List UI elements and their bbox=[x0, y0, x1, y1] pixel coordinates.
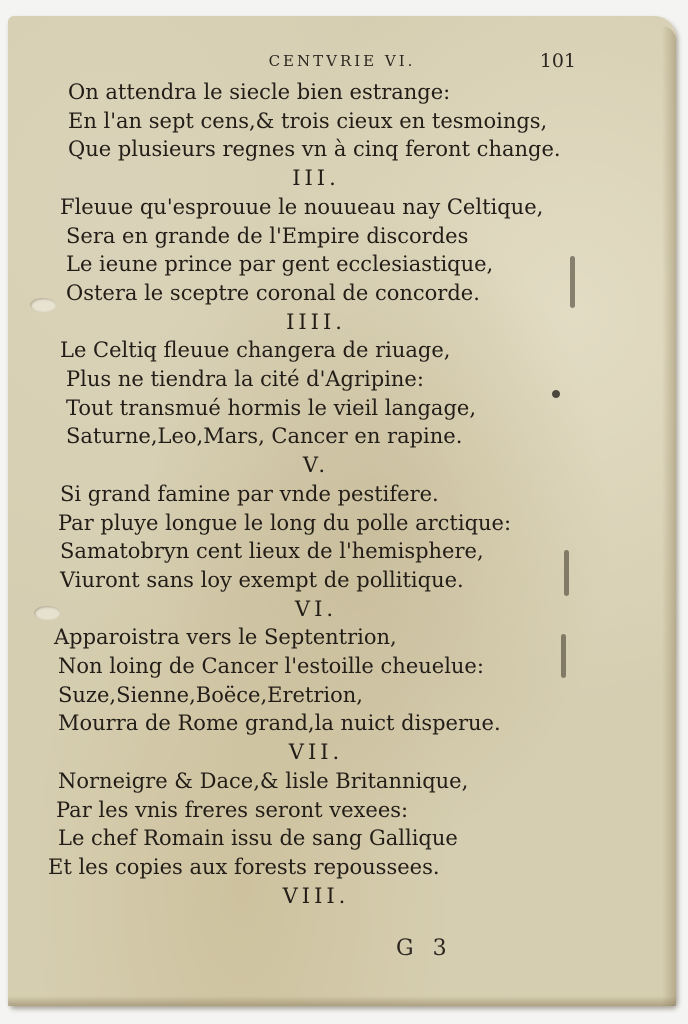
quatrain-number: V. bbox=[302, 453, 330, 478]
verse-line: Plus ne tiendra la cité d'Agripine: bbox=[66, 367, 424, 392]
verse-line: Fleuue qu'esprouue le nouueau nay Celtique, bbox=[60, 194, 544, 219]
verse-line: Ostera le sceptre coronal de concorde. bbox=[66, 280, 480, 305]
verse-line: En l'an sept cens,& trois cieux en tesmoings, bbox=[68, 108, 548, 133]
verse-line: Par les vnis freres seront vexees: bbox=[56, 797, 409, 822]
verse-line: Le Celtiq fleuue changera de riuage, bbox=[60, 338, 451, 363]
verse-line: Suze,Sienne,Boëce,Eretrion, bbox=[58, 682, 363, 707]
verse-line: On attendra le siecle bien estrange: bbox=[68, 80, 451, 104]
verse-line: Par pluye longue le long du polle arctique: bbox=[58, 510, 512, 535]
verse-line: Norneigre & Dace,& lisle Britannique, bbox=[58, 768, 469, 793]
quatrain-number: IIII. bbox=[286, 309, 346, 334]
verse-line: Sera en grande de l'Empire discordes bbox=[66, 223, 469, 248]
verse-line: Et les copies aux forests repoussees. bbox=[48, 854, 440, 879]
verse-line: Mourra de Rome grand,la nuict disperue. bbox=[58, 711, 501, 736]
quatrain-number: VII. bbox=[288, 740, 344, 765]
verse-line: Samatobryn cent lieux de l'hemisphere, bbox=[60, 539, 484, 564]
verse-line: Le ieune prince par gent ecclesiastique, bbox=[66, 252, 494, 277]
verse-line: Apparoistra vers le Septentrion, bbox=[54, 625, 397, 650]
verse-line: Saturne,Leo,Mars, Cancer en rapine. bbox=[66, 424, 463, 449]
margin-mark-3 bbox=[561, 634, 566, 678]
page-number: 101 bbox=[539, 50, 576, 72]
signature-mark: G 3 bbox=[396, 936, 453, 961]
verse-line: Non loing de Cancer l'estoille cheuelue: bbox=[58, 654, 484, 679]
verse-line: Tout transmué hormis le vieil langage, bbox=[66, 395, 476, 420]
verse-text-block bbox=[36, 78, 636, 910]
verse-line: Si grand famine par vnde pestifere. bbox=[60, 481, 439, 506]
book-page bbox=[8, 16, 676, 1006]
page-bottom-shading bbox=[8, 996, 676, 1006]
verse-line: Le chef Romain issu de sang Gallique bbox=[58, 826, 458, 851]
margin-mark-2 bbox=[564, 550, 569, 596]
running-title: CENTVRIE VI. bbox=[268, 52, 416, 70]
quatrain-number: VIII. bbox=[282, 883, 350, 908]
page-edge-shading bbox=[662, 26, 676, 1006]
verse-line: Que plusieurs regnes vn à cinq feront change. bbox=[68, 137, 561, 162]
quatrain-number: VI. bbox=[294, 596, 338, 621]
verse-line: Viuront sans loy exempt de pollitique. bbox=[60, 567, 464, 592]
margin-mark-1 bbox=[570, 256, 575, 308]
paper-wear-2 bbox=[34, 606, 60, 620]
quatrain-number: III. bbox=[292, 166, 340, 191]
paper-wear-1 bbox=[30, 298, 56, 312]
ink-spot bbox=[552, 390, 560, 398]
